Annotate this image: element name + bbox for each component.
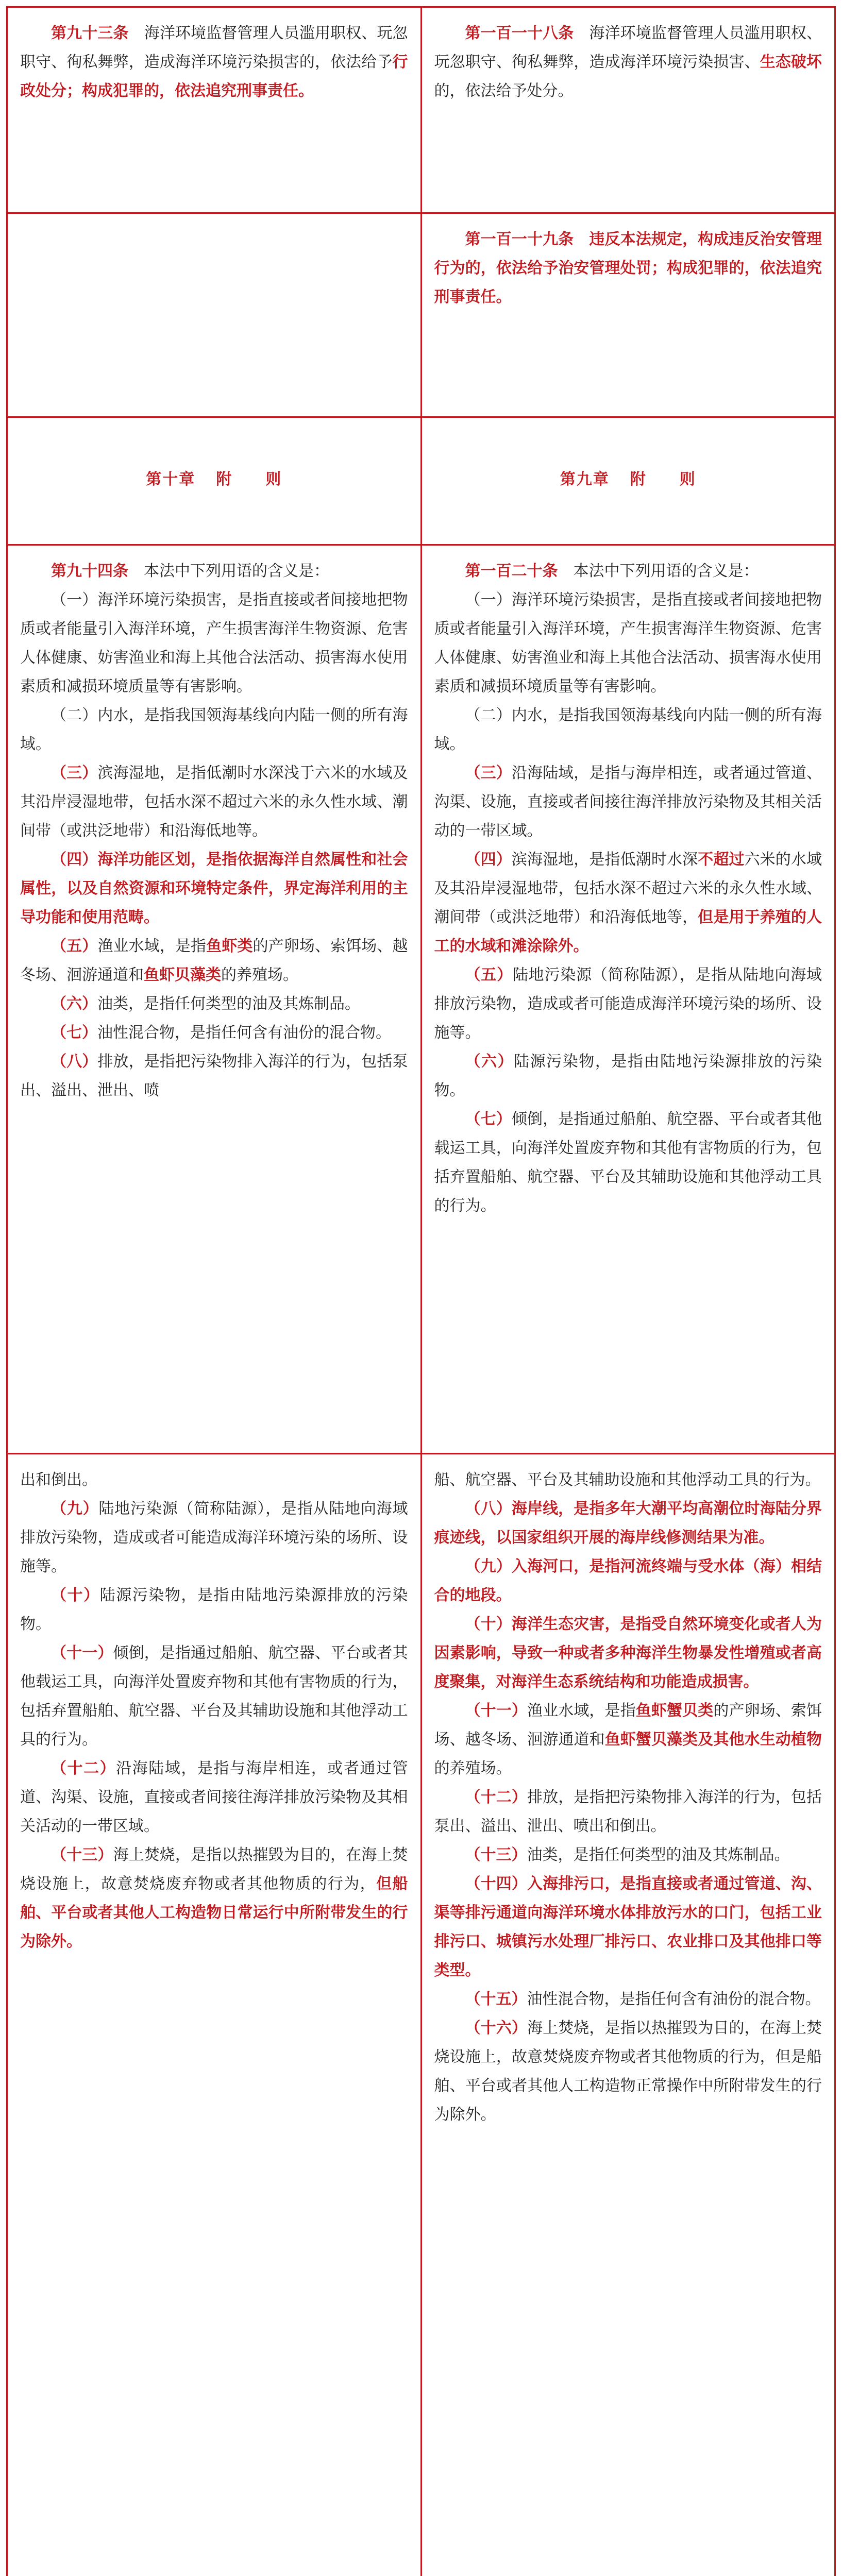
cell-old-chapter: [7, 417, 422, 545]
definition-item: [434, 1841, 822, 1870]
chapter-title: 附 则: [216, 470, 282, 488]
definition-item: [20, 1841, 408, 1956]
text: 渔业水域，是指: [527, 1702, 636, 1720]
definition-item: [434, 961, 822, 1047]
comparison-table: [6, 6, 836, 2576]
item-number: （十二）: [465, 1788, 527, 1806]
new-art120-intro: [434, 557, 822, 586]
chapter-title: 附 则: [630, 470, 696, 488]
text: 陆源污染物，是指由陆地污染源排放的污染物。: [434, 1053, 822, 1099]
cell-new-art120-cont: [421, 1454, 835, 2576]
item-number: （二）: [51, 706, 98, 724]
changed-text: 不超过: [698, 851, 745, 869]
item-number: （六）: [465, 1053, 514, 1071]
cell-old-art94-cont: [7, 1454, 422, 2576]
changed-text: 但是用于养殖的人工的水域和滩涂除外。: [434, 908, 822, 955]
changed-text: 海洋生态灾害，是指受自然环境变化或者人为因素影响，导致一种或者多种海洋生物暴发性增殖或者高度聚集，对海洋生态系统结构和功能造成损害。: [434, 1615, 822, 1691]
text: 油类，是指任何类型的油及其炼制品。: [97, 995, 360, 1013]
item-number: （十四）: [465, 1875, 527, 1893]
definition-item: [20, 1639, 408, 1754]
definition-item: [20, 701, 408, 759]
text: 本法中下列用语的含义是：: [573, 562, 759, 580]
text: 海上焚烧，是指以热摧毁为目的，在海上焚烧设施上，故意焚烧废弃物或者其他物质的行为，: [434, 2019, 822, 2066]
text: 的产卵场、索饵场、越冬场、洄游通道和: [434, 1702, 822, 1749]
item-number: （一）: [465, 591, 512, 609]
item-number: （四）: [465, 851, 512, 869]
article-number: 第一百一十九条: [465, 230, 574, 248]
definition-item: [20, 1754, 408, 1841]
continuation-text: 出和倒出。: [20, 1471, 97, 1489]
definition-item: [434, 759, 822, 845]
text: 油类，是指任何类型的油及其炼制品。: [527, 1846, 790, 1864]
article-number: 第一百一十八条: [465, 24, 574, 42]
item-number: （三）: [465, 764, 512, 782]
cell-new-art119: [421, 213, 835, 417]
item-number: （九）: [465, 1557, 512, 1575]
row-chapter: [7, 417, 835, 545]
definition-item: [434, 1783, 822, 1841]
article-number: 第九十三条: [51, 24, 129, 42]
changed-text: 行政处分；构成犯罪的，依法追究刑事责任。: [20, 53, 408, 100]
changed-text: 海洋功能区划，是指依据海洋自然属性和社会属性，以及自然资源和环境特定条件，界定海洋利用的主导功能和使用范畴。: [20, 851, 408, 926]
item-number: （十二）: [51, 1759, 116, 1777]
row-definitions-1: [7, 545, 835, 1454]
text: 的养殖场。: [434, 1759, 512, 1777]
item-number: （二）: [465, 706, 512, 724]
definition-item: [434, 1870, 822, 1985]
item-number: （十一）: [465, 1702, 527, 1720]
article-number: 第一百二十条: [465, 562, 558, 580]
chapter-heading: [20, 429, 408, 494]
item-number: （十）: [51, 1586, 100, 1604]
definition-item: [20, 1019, 408, 1047]
text: 陆地污染源（简称陆源），是指从陆地向海域排放污染物，造成或者可能造成海洋环境污染的场所、设施等。: [434, 966, 822, 1042]
text: 六米的水域及其沿岸浸湿地带，包括水深不超过六米的永久性水域、潮间带（或洪泛地带）和沿海低地等，: [434, 851, 822, 926]
text: 海洋环境监督管理人员滥用职权、玩忽职守、徇私舞弊，造成海洋环境污染损害、: [434, 24, 822, 71]
item-number: （三）: [51, 764, 98, 782]
changed-text: 入海河口，是指河流终端与受水体（海）相结合的地段。: [434, 1557, 822, 1604]
definition-item: [20, 759, 408, 845]
item-number: （八）: [51, 1053, 98, 1071]
text: 倾倒，是指通过船舶、航空器、平台或者其他载运工具，向海洋处置废弃物和其他有害物质的行为，包括弃置船舶、航空器、平台及其辅助设施和其他浮动工具的行为。: [20, 1644, 408, 1749]
changed-text: 鱼虾蟹贝藻类及其他水生动植物: [604, 1731, 822, 1749]
text: 陆源污染物，是指由陆地污染源排放的污染物。: [20, 1586, 408, 1633]
continuation-text: 船、航空器、平台及其辅助设施和其他浮动工具的行为。: [434, 1471, 821, 1489]
definition-item: [20, 845, 408, 932]
text: 排放，是指把污染物排入海洋的行为，包括泵出、溢出、泄出、喷出和倒出。: [434, 1788, 822, 1835]
text: 滨海湿地，是指低潮时水深浅于六米的水域及其沿岸浸湿地带，包括水深不超过六米的永久性水域、潮间带（或洪泛地带）和沿海低地等。: [20, 764, 408, 840]
text: 的产卵场、索饵场、越冬场、洄游通道和: [20, 937, 408, 984]
text: 海洋环境污染损害，是指直接或者间接地把物质或者能量引入海洋环境，产生损害海洋生物资源、危害人体健康、妨害渔业和海上其他合法活动、损害海水使用素质和减损环境质量等有害影响。: [20, 591, 408, 696]
definition-item: [20, 932, 408, 990]
text: 海洋环境监督管理人员滥用职权、玩忽职守、徇私舞弊，造成海洋环境污染损害的，依法给予: [20, 24, 408, 71]
text: 陆地污染源（简称陆源），是指从陆地向海域排放污染物，造成或者可能造成海洋环境污染的场所、设施等。: [20, 1500, 408, 1575]
text: 内水，是指我国领海基线向内陆一侧的所有海域。: [20, 706, 408, 753]
row-definitions-2: [7, 1454, 835, 2576]
definition-item: [20, 1495, 408, 1581]
definition-item: [434, 1552, 822, 1610]
text: 但是船舶、平台或者其他人工构造物正常操作中所附带发生的行为除外。: [434, 2048, 822, 2124]
definition-item: [434, 1985, 822, 2014]
row-art119: [7, 213, 835, 417]
chapter-heading: [434, 429, 822, 494]
text: 渔业水域，是指: [97, 937, 207, 955]
item-number: （九）: [51, 1500, 99, 1518]
cell-new-chapter: [421, 417, 835, 545]
definition-item: [434, 1047, 822, 1105]
text: 沿海陆域，是指与海岸相连，或者通过管道、沟渠、设施，直接或者间接往海洋排放污染物及其相关活动的一带区域。: [20, 1759, 408, 1835]
changed-text: 入海排污口，是指直接或者通过管道、沟、渠等排污通道向海洋环境水体排放污水的口门，包括工业排污口、城镇污水处理厂排污口、农业排口及其他排口等类型。: [434, 1875, 822, 1979]
item-number: （七）: [465, 1110, 512, 1128]
item-number: （十）: [465, 1615, 512, 1633]
changed-text: 鱼虾类: [206, 937, 253, 955]
item-number: （十三）: [465, 1846, 527, 1864]
item-number: （十一）: [51, 1644, 113, 1662]
item-number: （五）: [51, 937, 98, 955]
definition-item: [434, 1697, 822, 1783]
changed-text: 鱼虾贝藻类: [144, 966, 221, 984]
cell-new-art118: [421, 7, 835, 213]
changed-text: 海岸线，是指多年大潮平均高潮位时海陆分界痕迹线，以国家组织开展的海岸线修测结果为准。: [434, 1500, 822, 1547]
definition-item: [434, 701, 822, 759]
new-art119-text: [434, 225, 822, 312]
old-art93-text: [20, 19, 408, 106]
cell-old-art93: [7, 7, 422, 213]
text: 海洋环境污染损害，是指直接或者间接地把物质或者能量引入海洋环境，产生损害海洋生物资源、危害人体健康、妨害渔业和海上其他合法活动、损害海水使用素质和减损环境质量等有害影响。: [434, 591, 822, 696]
item-number: （十三）: [51, 1846, 113, 1864]
text: 的养殖场。: [221, 966, 298, 984]
changed-text: 生态破坏: [760, 53, 822, 71]
cell-new-art120: [421, 545, 835, 1454]
definition-item: [20, 1047, 408, 1105]
text: 油性混合物，是指任何含有油份的混合物。: [97, 1024, 391, 1042]
changed-text: 鱼虾蟹贝类: [635, 1702, 714, 1720]
item-number: （十五）: [465, 1990, 527, 2008]
definition-item: [20, 1581, 408, 1639]
definition-item: [20, 586, 408, 701]
text: 内水，是指我国领海基线向内陆一侧的所有海域。: [434, 706, 822, 753]
item-number: （八）: [465, 1500, 512, 1518]
item-number: （六）: [51, 995, 97, 1013]
definition-item: [434, 1610, 822, 1697]
article-number: 第九十四条: [51, 562, 128, 580]
text: 本法中下列用语的含义是：: [144, 562, 329, 580]
definition-item: [20, 990, 408, 1019]
definition-item: [434, 845, 822, 961]
definition-item: [434, 1105, 822, 1221]
changed-text: 但船舶、平台或者其他人工构造物日常运行中所附带发生的行为除外。: [20, 1875, 408, 1951]
changed-text: 违反本法规定，构成违反治安管理行为的，依法给予治安管理处罚；构成犯罪的，依法追究刑事责任。: [434, 230, 822, 306]
text: 倾倒，是指通过船舶、航空器、平台或者其他载运工具，向海洋处置废弃物和其他有害物质的行为，包括弃置船舶、航空器、平台及其辅助设施和其他浮动工具的行为。: [434, 1110, 822, 1215]
text: 海上焚烧，是指以热摧毁为目的，在海上焚烧设施上，故意焚烧废弃物或者其他物质的行为，: [20, 1846, 408, 1893]
definition-item: [434, 1495, 822, 1552]
cell-old-art94: [7, 545, 422, 1454]
item-number: （五）: [465, 966, 513, 984]
definition-item: [434, 2014, 822, 2129]
row-art93-118: [7, 7, 835, 213]
item-number: （十六）: [465, 2019, 527, 2037]
text: 油性混合物，是指任何含有油份的混合物。: [527, 1990, 821, 2008]
chapter-number: 第九章: [560, 470, 610, 488]
cell-old-empty: [7, 213, 422, 417]
item-number: （四）: [51, 851, 98, 869]
new-art118-text: [434, 19, 822, 106]
old-art94-intro: [20, 557, 408, 586]
chapter-number: 第十章: [146, 470, 196, 488]
item-number: （一）: [51, 591, 98, 609]
text: 沿海陆域，是指与海岸相连，或者通过管道、沟渠、设施，直接或者间接往海洋排放污染物及其相关活动的一带区域。: [434, 764, 822, 840]
text: 排放，是指把污染物排入海洋的行为，包括泵出、溢出、泄出、喷: [20, 1053, 408, 1099]
definition-item: [434, 586, 822, 701]
text: 的，依法给予处分。: [434, 82, 574, 100]
item-number: （七）: [51, 1024, 97, 1042]
text: 滨海湿地，是指低潮时水深: [511, 851, 698, 869]
